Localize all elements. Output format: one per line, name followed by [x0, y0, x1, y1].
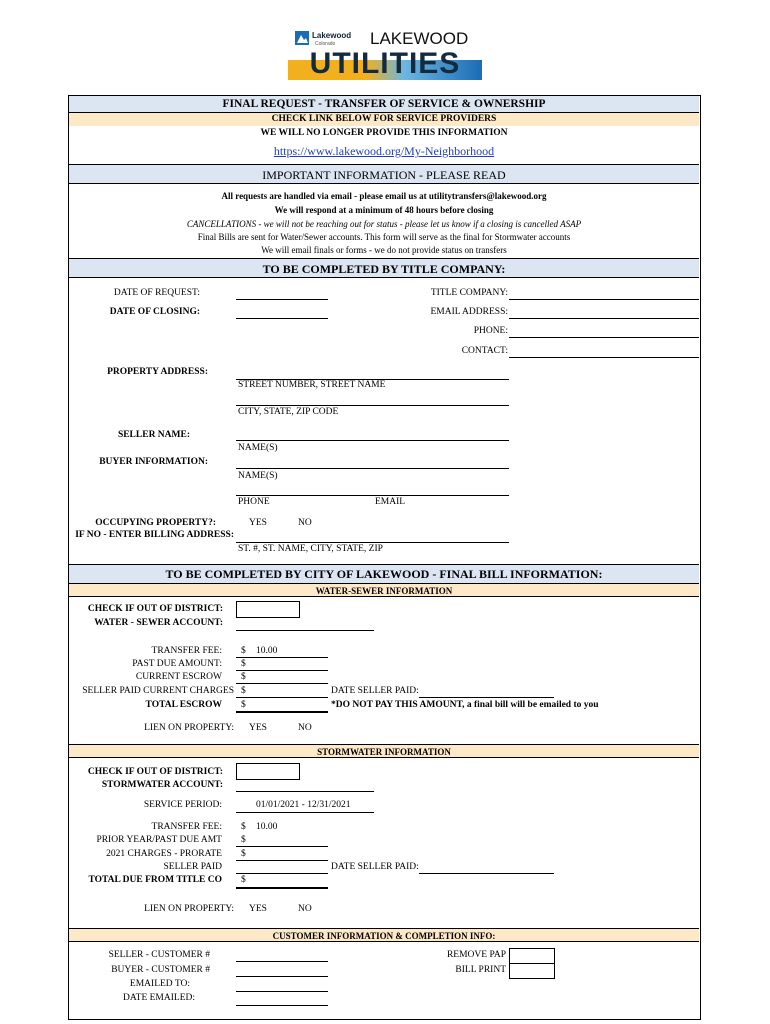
- water-date-seller-paid-field[interactable]: [419, 697, 554, 698]
- storm-date-seller-paid-label: DATE SELLER PAID:: [331, 862, 419, 872]
- remove-pap-checkbox[interactable]: [509, 948, 555, 964]
- water-transfer-fee-label: TRANSFER FEE:: [151, 646, 222, 656]
- storm-date-seller-paid-field[interactable]: [419, 873, 554, 874]
- logo-badge: [295, 31, 309, 45]
- water-sewer-heading: WATER-SEWER INFORMATION: [69, 583, 699, 597]
- no-longer-row: WE WILL NO LONGER PROVIDE THIS INFORMATION: [260, 128, 508, 138]
- date-of-request-label: DATE OF REQUEST:: [113, 288, 200, 298]
- important-line-email: All requests are handled via email - please email us at utilitytransfers@lakewood.org: [221, 191, 547, 201]
- water-total-dollar: $: [241, 700, 246, 710]
- storm-2021-charges-label: 2021 CHARGES - PRORATE: [106, 849, 222, 859]
- water-current-escrow-label: CURRENT ESCROW: [135, 672, 222, 682]
- storm-total-dollar: $: [241, 875, 246, 885]
- city-heading: TO BE COMPLETED BY CITY OF LAKEWOOD - FINAL BILL INFORMATION:: [69, 564, 699, 583]
- water-out-of-district-checkbox[interactable]: [236, 601, 300, 618]
- water-seller-paid-dollar: $: [241, 686, 246, 696]
- stormwater-account-field[interactable]: [236, 791, 374, 792]
- storm-seller-paid-field[interactable]: [236, 873, 328, 874]
- bill-print-checkbox[interactable]: [509, 963, 555, 979]
- water-seller-paid-label: SELLER PAID CURRENT CHARGES: [82, 686, 234, 696]
- completion-heading: CUSTOMER INFORMATION & COMPLETION INFO:: [69, 928, 699, 942]
- transfer-form: [68, 95, 701, 1020]
- buyer-customer-field[interactable]: [236, 976, 328, 977]
- stormwater-account-label: STORMWATER ACCOUNT:: [101, 780, 223, 790]
- title-company-label: TITLE COMPANY:: [430, 288, 508, 298]
- water-account-label: WATER - SEWER ACCOUNT:: [94, 618, 223, 628]
- water-fee-dollar: $: [241, 646, 246, 656]
- date-of-closing-label: DATE OF CLOSING:: [109, 307, 200, 317]
- buyer-name-field[interactable]: [236, 468, 509, 469]
- storm-total-due-label: TOTAL DUE FROM TITLE CO: [88, 875, 222, 885]
- water-past-due-dollar: $: [241, 659, 246, 669]
- check-link-row: CHECK LINK BELOW FOR SERVICE PROVIDERS: [69, 113, 699, 126]
- water-total-escrow-label: TOTAL ESCROW: [145, 700, 222, 710]
- date-emailed-label: DATE EMAILED:: [122, 993, 195, 1003]
- occupying-no-option[interactable]: NO: [298, 518, 312, 528]
- storm-lien-label: LIEN ON PROPERTY:: [144, 904, 234, 914]
- billing-address-field[interactable]: [236, 542, 509, 543]
- seller-names-hint: NAME(S): [238, 443, 278, 453]
- storm-out-of-district-label: CHECK IF OUT OF DISTRICT:: [87, 767, 223, 777]
- water-date-seller-paid-label: DATE SELLER PAID:: [331, 686, 419, 696]
- seller-customer-label: SELLER - CUSTOMER #: [108, 950, 210, 960]
- water-escrow-dollar: $: [241, 672, 246, 682]
- water-lien-yes[interactable]: YES: [249, 723, 267, 733]
- seller-name-field[interactable]: [236, 440, 509, 441]
- logo-name-top: LAKEWOOD: [370, 29, 469, 48]
- buyer-email-hint: EMAIL: [375, 497, 406, 507]
- bill-print-label: BILL PRINT: [455, 965, 506, 975]
- important-line-respond: We will respond at a minimum of 48 hours before closing: [274, 205, 494, 215]
- service-period-value: 01/01/2021 - 12/31/2021: [256, 800, 351, 810]
- storm-fee-value: 10.00: [256, 822, 278, 832]
- water-fee-field[interactable]: [236, 657, 328, 658]
- mountain-icon: [295, 31, 309, 45]
- billing-address-label: IF NO - ENTER BILLING ADDRESS:: [75, 530, 234, 540]
- water-account-field[interactable]: [236, 630, 374, 631]
- water-fee-value: 10.00: [256, 646, 278, 656]
- important-line-status: We will email finals or forms - we do not provide status on transfers: [261, 245, 507, 255]
- emailed-to-label: EMAILED TO:: [129, 979, 190, 989]
- emailed-to-field[interactable]: [236, 991, 328, 992]
- storm-total-field[interactable]: [236, 887, 328, 889]
- storm-lien-no[interactable]: NO: [298, 904, 312, 914]
- seller-name-label: SELLER NAME:: [117, 430, 190, 440]
- city-field[interactable]: [236, 405, 509, 406]
- logo-badge-text: Lakewood: [312, 31, 352, 40]
- storm-out-of-district-checkbox[interactable]: [236, 763, 300, 780]
- remove-pap-label: REMOVE PAP: [446, 950, 506, 960]
- storm-lien-yes[interactable]: YES: [249, 904, 267, 914]
- email-address-field[interactable]: [509, 318, 699, 319]
- water-lien-no[interactable]: NO: [298, 723, 312, 733]
- water-escrow-field[interactable]: [236, 683, 328, 684]
- buyer-contact-field[interactable]: [236, 495, 509, 496]
- occupying-label: OCCUPYING PROPERTY?:: [95, 518, 216, 528]
- water-out-of-district-label: CHECK IF OUT OF DISTRICT:: [87, 604, 223, 614]
- storm-fee-dollar: $: [241, 822, 246, 832]
- storm-charges-field[interactable]: [236, 860, 328, 861]
- buyer-names-hint: NAME(S): [238, 471, 278, 481]
- storm-transfer-fee-label: TRANSFER FEE:: [151, 822, 222, 832]
- date-of-request-field[interactable]: [236, 299, 328, 300]
- phone-label: PHONE:: [473, 326, 508, 336]
- billing-address-hint: ST. #, ST. NAME, CITY, STATE, ZIP: [238, 544, 383, 554]
- stormwater-heading: STORMWATER INFORMATION: [69, 744, 699, 758]
- water-lien-label: LIEN ON PROPERTY:: [144, 723, 234, 733]
- city-hint: CITY, STATE, ZIP CODE: [238, 407, 339, 417]
- important-heading: IMPORTANT INFORMATION - PLEASE READ: [69, 164, 699, 184]
- logo-name-big: UTILITIES: [309, 47, 461, 80]
- buyer-information-label: BUYER INFORMATION:: [99, 457, 208, 467]
- occupying-yes-option[interactable]: YES: [249, 518, 267, 528]
- storm-prior-field[interactable]: [236, 846, 328, 847]
- important-line-cancellations: CANCELLATIONS - we will not be reaching out for status - please let us know if a closing is cancelled ASAP: [186, 219, 582, 229]
- water-past-due-label: PAST DUE AMOUNT:: [132, 659, 222, 669]
- seller-customer-field[interactable]: [236, 961, 328, 962]
- property-address-label: PROPERTY ADDRESS:: [107, 367, 208, 377]
- service-period-label: SERVICE PERIOD:: [143, 800, 222, 810]
- water-total-field[interactable]: [236, 711, 328, 713]
- title-company-field[interactable]: [509, 299, 699, 300]
- water-past-due-field[interactable]: [236, 670, 328, 671]
- water-seller-paid-field[interactable]: [236, 697, 328, 698]
- storm-prior-dollar: $: [241, 835, 246, 845]
- do-not-pay-note: *DO NOT PAY THIS AMOUNT, a final bill will be emailed to you: [331, 700, 599, 710]
- important-line-final-bills: Final Bills are sent for Water/Sewer accounts. This form will serve as the final for Stormwater accounts: [197, 232, 571, 242]
- buyer-customer-label: BUYER - CUSTOMER #: [111, 965, 210, 975]
- storm-charges-dollar: $: [241, 849, 246, 859]
- neighborhood-link[interactable]: https://www.lakewood.org/My-Neighborhood: [273, 144, 495, 158]
- email-address-label: EMAIL ADDRESS:: [430, 307, 508, 317]
- service-period-field[interactable]: [236, 812, 374, 813]
- date-emailed-field[interactable]: [236, 1005, 328, 1006]
- logo-badge-sub: Colorado: [315, 41, 336, 47]
- phone-field[interactable]: [509, 337, 699, 338]
- logo: [285, 28, 485, 84]
- storm-seller-paid-label: SELLER PAID: [163, 862, 222, 872]
- contact-field[interactable]: [509, 357, 699, 358]
- form-title: FINAL REQUEST - TRANSFER OF SERVICE & OWNERSHIP: [69, 96, 699, 113]
- street-hint: STREET NUMBER, STREET NAME: [238, 380, 386, 390]
- contact-label: CONTACT:: [461, 346, 508, 356]
- storm-prior-year-label: PRIOR YEAR/PAST DUE AMT: [96, 835, 222, 845]
- buyer-phone-hint: PHONE: [238, 497, 270, 507]
- title-company-heading: TO BE COMPLETED BY TITLE COMPANY:: [69, 258, 699, 278]
- date-of-closing-field[interactable]: [236, 318, 328, 319]
